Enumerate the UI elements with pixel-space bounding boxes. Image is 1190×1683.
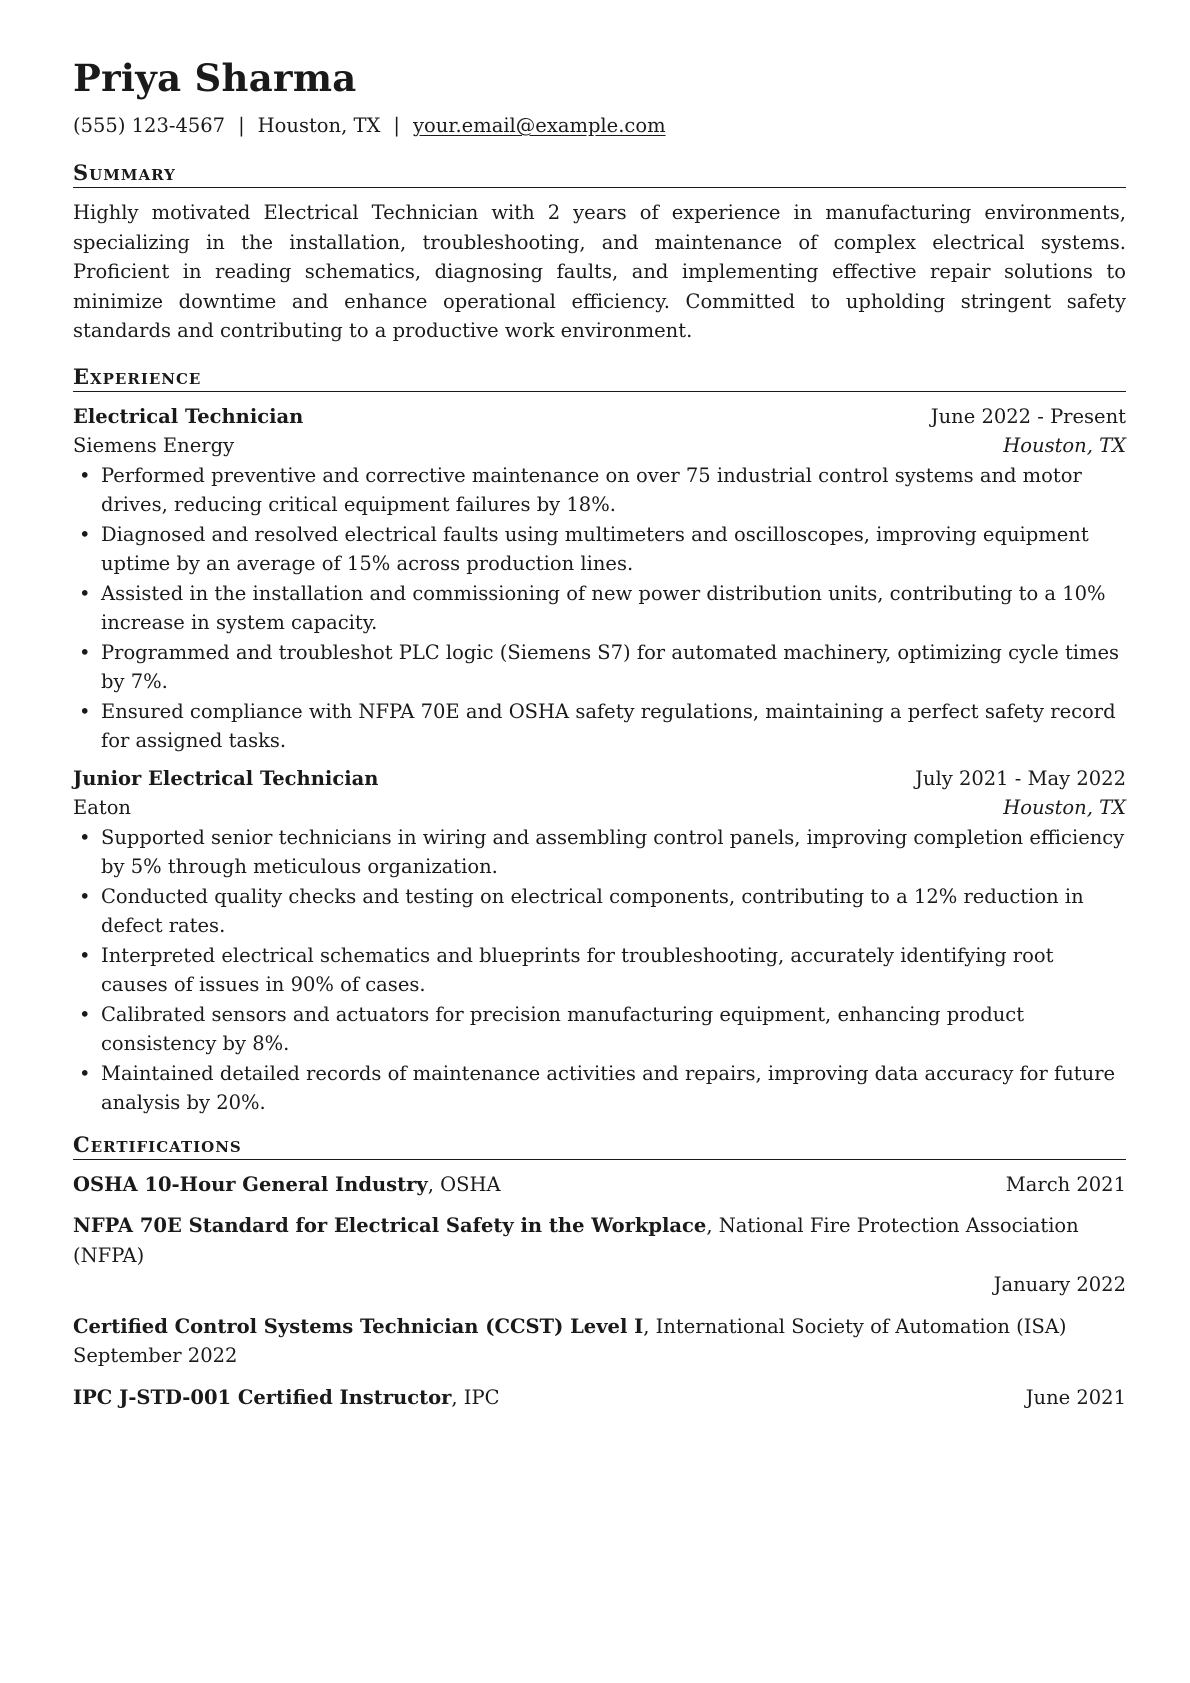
job-title: Junior Electrical Technician [73, 766, 379, 790]
bullet-item: • Diagnosed and resolved electrical faults using multimeters and oscilloscopes, improving equipment uptime by an average of 15% across production lines. [101, 520, 1126, 579]
resume-page [73, 58, 1126, 1424]
certification-entry [73, 1170, 1126, 1200]
bullet-item: • Calibrated sensors and actuators for precision manufacturing equipment, enhancing product consistency by 8%. [101, 1000, 1126, 1059]
experience-heading: Experience [73, 364, 1126, 392]
bullet-item: • Ensured compliance with NFPA 70E and OSHA safety regulations, maintaining a perfect safety record for assigned tasks. [101, 697, 1126, 756]
certification-entry [73, 1383, 1126, 1413]
job-company: Eaton [73, 796, 131, 820]
phone-number: (555) 123-4567 [73, 113, 226, 137]
bullet-item: • Assisted in the installation and commissioning of new power distribution units, contributing to a 10% increase in system capacity. [101, 579, 1126, 638]
certification-issuer: , International Society of Automation (ISA) [643, 1314, 1067, 1338]
job-location: Houston, TX [1003, 796, 1126, 820]
certification-name: NFPA 70E Standard for Electrical Safety in the Workplace [73, 1214, 707, 1238]
summary-heading: Summary [73, 160, 1126, 188]
location: Houston, TX [257, 113, 381, 137]
certification-issuer: , National Fire Protection Association (NFPA) [73, 1214, 1079, 1267]
certification-name: IPC J-STD-001 Certified Instructor [73, 1385, 452, 1409]
email-link[interactable]: your.email@example.com [412, 113, 666, 137]
experience-list [73, 402, 1126, 1118]
certification-entry [73, 1211, 1126, 1300]
job-company: Siemens Energy [73, 434, 235, 458]
job-location: Houston, TX [1003, 434, 1126, 458]
contact-line [73, 113, 1126, 138]
certification-issuer: , OSHA [427, 1172, 501, 1196]
job-dates: July 2021 - May 2022 [915, 766, 1126, 790]
bullet-item: • Performed preventive and corrective maintenance on over 75 industrial control systems and motor drives, reducing critical equipment failures by 18%. [101, 461, 1126, 520]
certifications-heading: Certifications [73, 1132, 1126, 1160]
job-title-row [73, 402, 1126, 432]
certification-issuer: , IPC [451, 1385, 500, 1409]
bullet-item: • Interpreted electrical schematics and blueprints for troubleshooting, accurately identifying root causes of issues in 90% of cases. [101, 941, 1126, 1000]
job-dates: June 2022 - Present [930, 404, 1126, 428]
candidate-name: Priya Sharma [73, 56, 357, 100]
certification-date: March 2021 [1005, 1172, 1126, 1196]
job-entry [73, 402, 1126, 756]
job-title-row [73, 764, 1126, 794]
bullet-item: • Maintained detailed records of maintenance activities and repairs, improving data accuracy for future analysis by 20%. [101, 1059, 1126, 1118]
contact-separator: | [393, 113, 400, 137]
job-title: Electrical Technician [73, 404, 304, 428]
certification-date: January 2022 [993, 1273, 1126, 1297]
job-company-row [73, 793, 1126, 823]
bullet-item: • Supported senior technicians in wiring and assembling control panels, improving completion efficiency by 5% through meticulous organization. [101, 823, 1126, 882]
job-company-row [73, 431, 1126, 461]
certification-name: Certified Control Systems Technician (CCST) Level I [73, 1314, 644, 1338]
certification-date: June 2021 [1025, 1385, 1126, 1409]
summary-text: Highly motivated Electrical Technician with 2 years of experience in manufacturing environments, specializing in the installation, troubleshooting, and maintenance of complex electrical systems. Proficient in reading schematics, diagnosing faults, and implementing effective repair solutions to minimize downtime and enhance operational efficiency. Committed to upholding stringent safety standards and contributing to a productive work environment. [73, 201, 1126, 343]
bullet-item: • Conducted quality checks and testing on electrical components, contributing to a 12% reduction in defect rates. [101, 882, 1126, 941]
job-entry [73, 764, 1126, 1118]
certification-name: OSHA 10-Hour General Industry [73, 1172, 428, 1196]
contact-separator: | [238, 113, 245, 137]
certification-entry [73, 1312, 1126, 1371]
job-bullets [73, 823, 1126, 1118]
job-bullets [73, 461, 1126, 756]
bullet-item: • Programmed and troubleshot PLC logic (Siemens S7) for automated machinery, optimizing cycle times by 7%. [101, 638, 1126, 697]
certification-date: September 2022 [73, 1344, 238, 1368]
certifications-list [73, 1170, 1126, 1413]
